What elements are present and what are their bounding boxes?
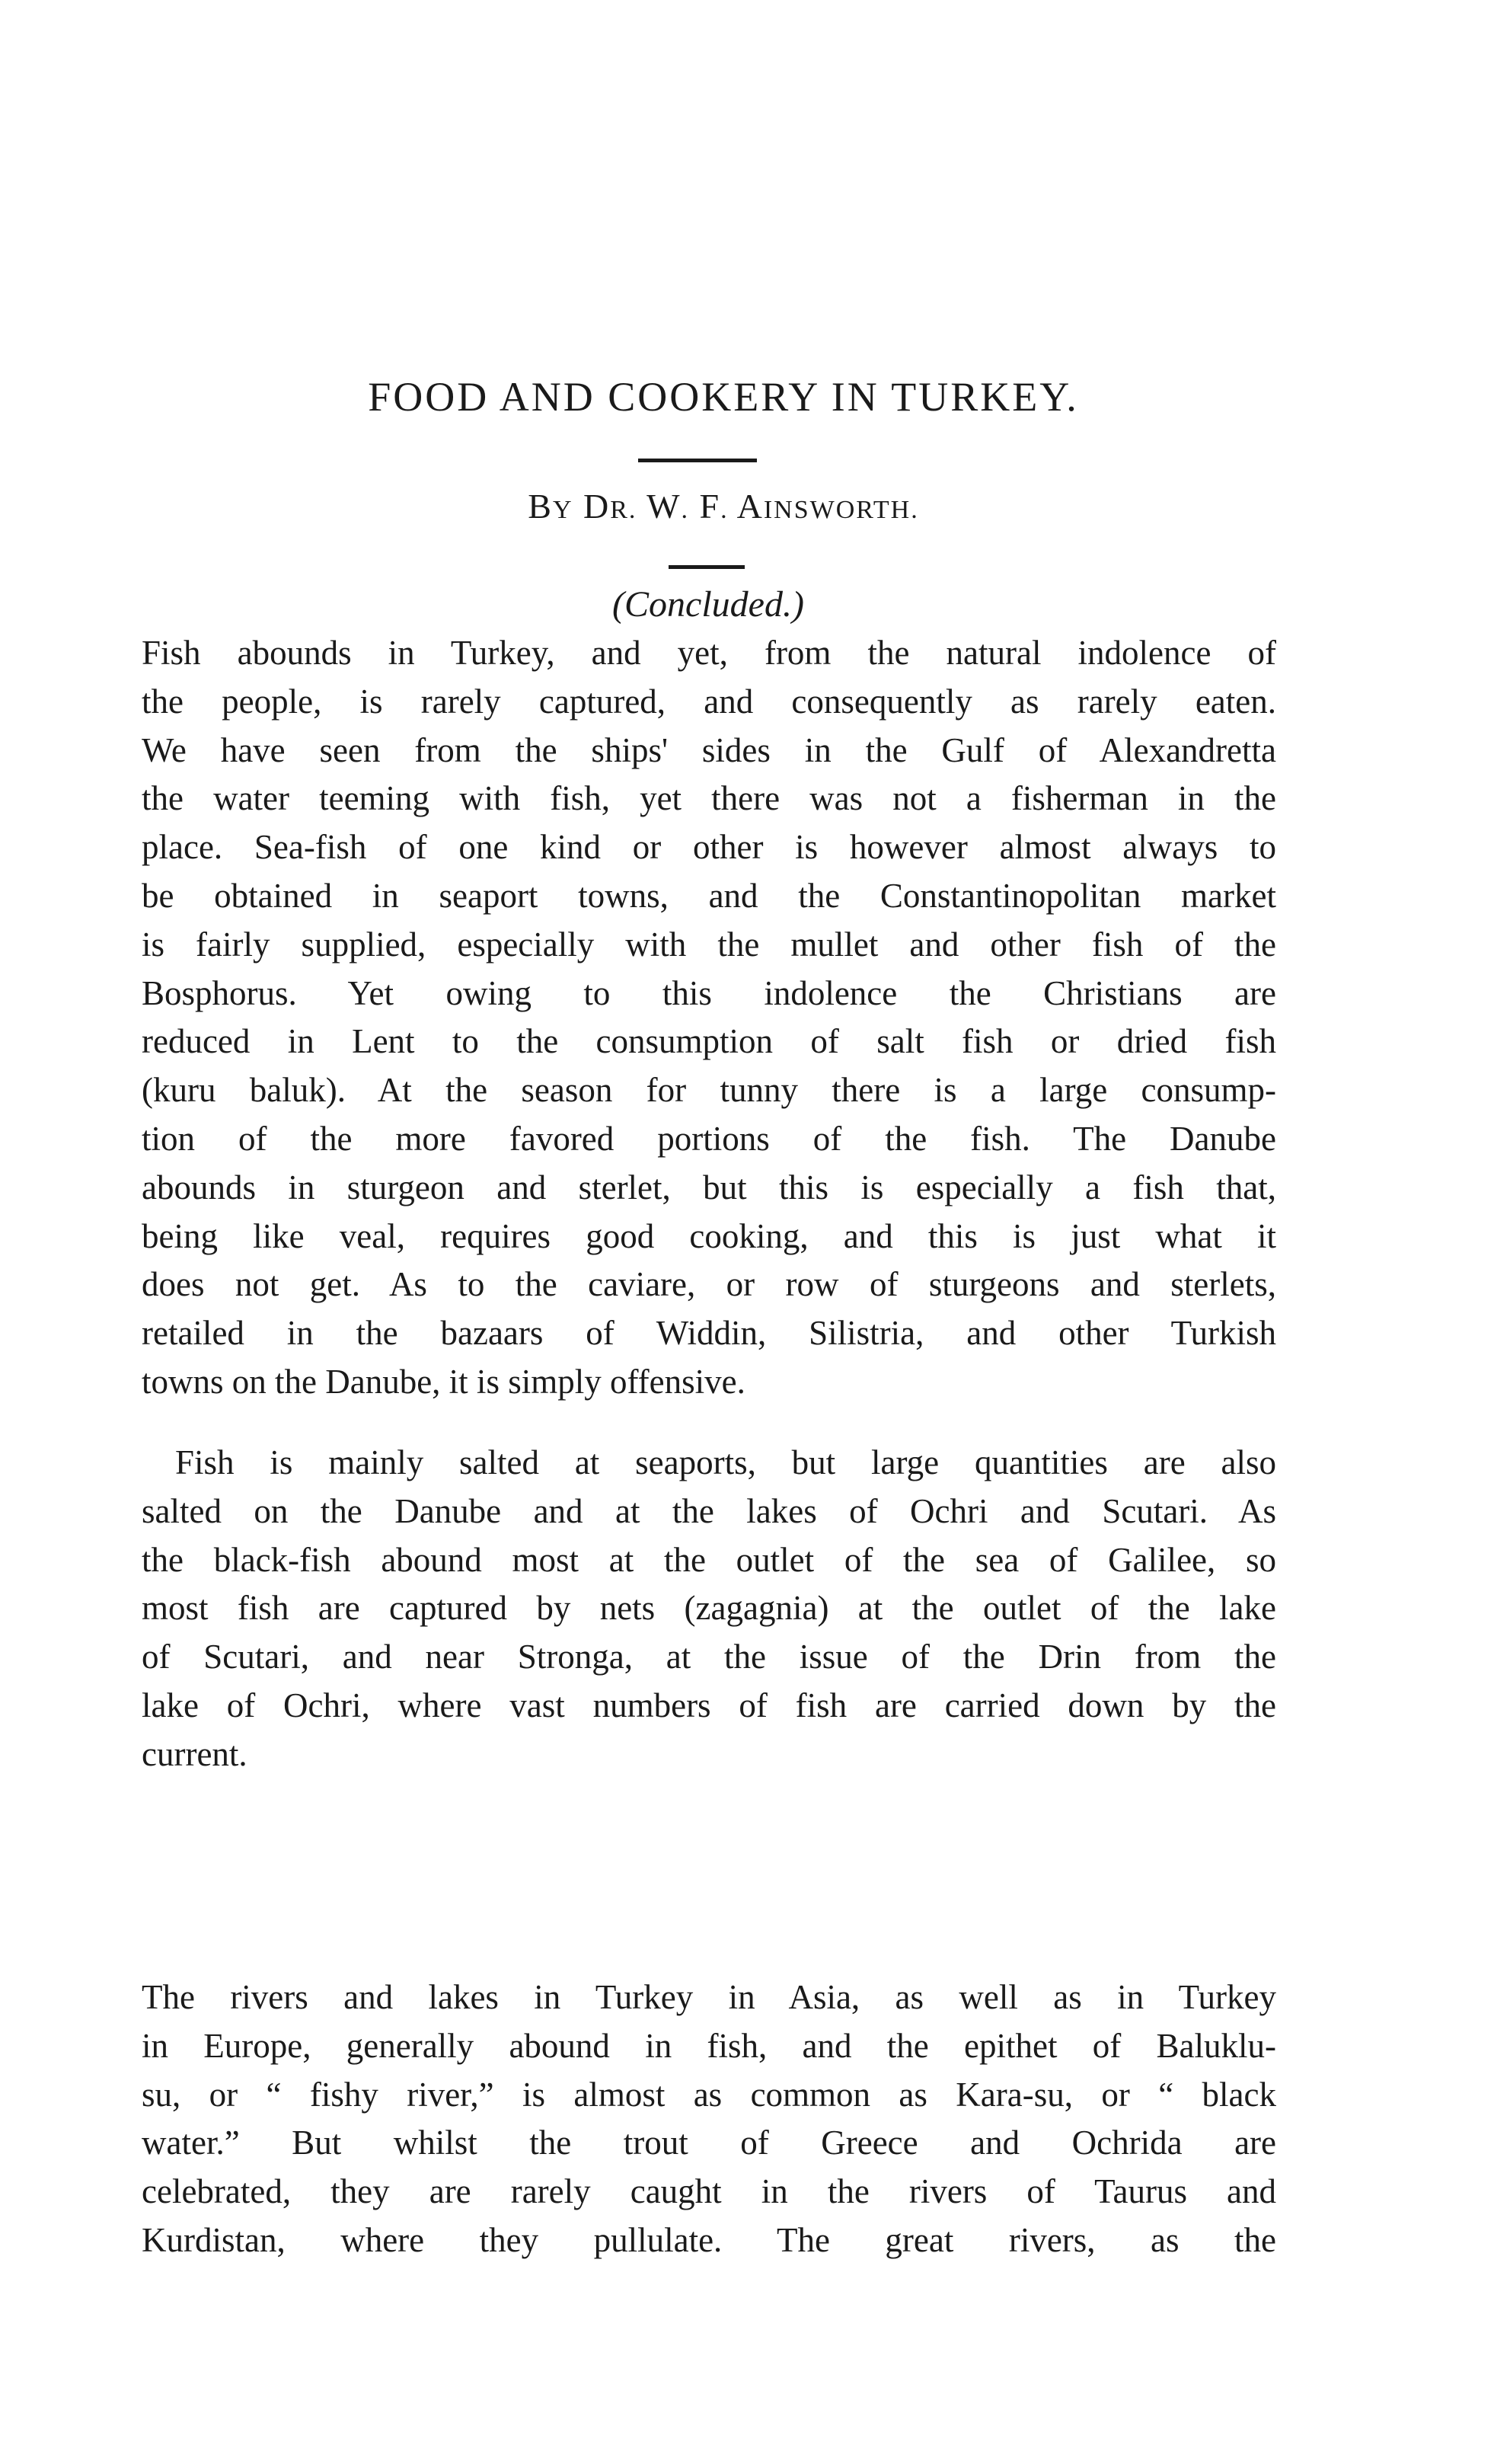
text-line: in Europe, generally abound in fish, and the epithet of Baluklu-	[142, 2026, 1276, 2065]
text-line: We have seen from the ships' sides in the Gulf of Alexandretta	[142, 730, 1276, 769]
text-line: abounds in sturgeon and sterlet, but this is especially a fish that,	[142, 1168, 1276, 1206]
text-line: place. Sea-fish of one kind or other is however almost always to	[142, 828, 1276, 867]
paragraph-3	[142, 1973, 1276, 2265]
text-line: water.” But whilst the trout of Greece and Ochrida are	[142, 2124, 1276, 2162]
text-line: su, or “ fishy river,” is almost as common as Kara-su, or “ black	[142, 2075, 1276, 2114]
text-line: salted on the Danube and at the lakes of Ochri and Scutari. As	[142, 1491, 1276, 1530]
text-line: of Scutari, and near Stronga, at the issue of the Drin from the	[142, 1638, 1276, 1676]
text-line: celebrated, they are rarely caught in the rivers of Taurus and	[142, 2172, 1276, 2211]
paragraph-1	[142, 629, 1276, 1407]
text-line: Fish abounds in Turkey, and yet, from the natural indolence of	[142, 634, 1276, 672]
text-line: tion of the more favored portions of the fish. The Danube	[142, 1119, 1276, 1158]
text-line: most fish are captured by nets (zagagnia) at the outlet of the lake	[142, 1589, 1276, 1628]
text-line: current.	[142, 1734, 247, 1773]
text-line: Kurdistan, where they pullulate. The great rivers, as the	[142, 2220, 1276, 2259]
text-line: (kuru baluk). At the season for tunny there is a large consump-	[142, 1071, 1276, 1110]
byline-author: DR. W. F. AINSWORTH.	[583, 487, 919, 526]
byline-by: BY	[528, 487, 573, 526]
byline-divider	[669, 565, 745, 569]
text-line: does not get. As to the caviare, or row of sturgeons and sterlets,	[142, 1265, 1276, 1304]
text-line: lake of Ochri, where vast numbers of fish are carried down by the	[142, 1686, 1276, 1724]
text-line: the water teeming with fish, yet there was not a fisherman in the	[142, 779, 1276, 818]
article-title: FOOD AND COOKERY IN TURKEY.	[368, 374, 1079, 420]
byline	[305, 483, 1142, 534]
text-line: Bosphorus. Yet owing to this indolence the Christians are	[142, 973, 1276, 1012]
concluded-note: (Concluded.)	[612, 584, 804, 625]
text-line: the black-fish abound most at the outlet of the sea of Galilee, so	[142, 1540, 1276, 1579]
text-line: Fish is mainly salted at seaports, but large quantities are also	[175, 1443, 1276, 1481]
text-line: reduced in Lent to the consumption of salt fish or dried fish	[142, 1022, 1276, 1061]
text-line: towns on the Danube, it is simply offensive.	[142, 1362, 745, 1401]
text-line: being like veal, requires good cooking, and this is just what it	[142, 1216, 1276, 1255]
text-line: retailed in the bazaars of Widdin, Silistria, and other Turkish	[142, 1314, 1276, 1353]
text-line: The rivers and lakes in Turkey in Asia, as well as in Turkey	[142, 1978, 1276, 2016]
text-line: the people, is rarely captured, and consequently as rarely eaten.	[142, 682, 1276, 721]
paragraph-2	[142, 1439, 1276, 1779]
title-divider	[638, 459, 757, 462]
text-line: be obtained in seaport towns, and the Constantinopolitan market	[142, 876, 1276, 915]
text-line: is fairly supplied, especially with the mullet and other fish of the	[142, 925, 1276, 964]
